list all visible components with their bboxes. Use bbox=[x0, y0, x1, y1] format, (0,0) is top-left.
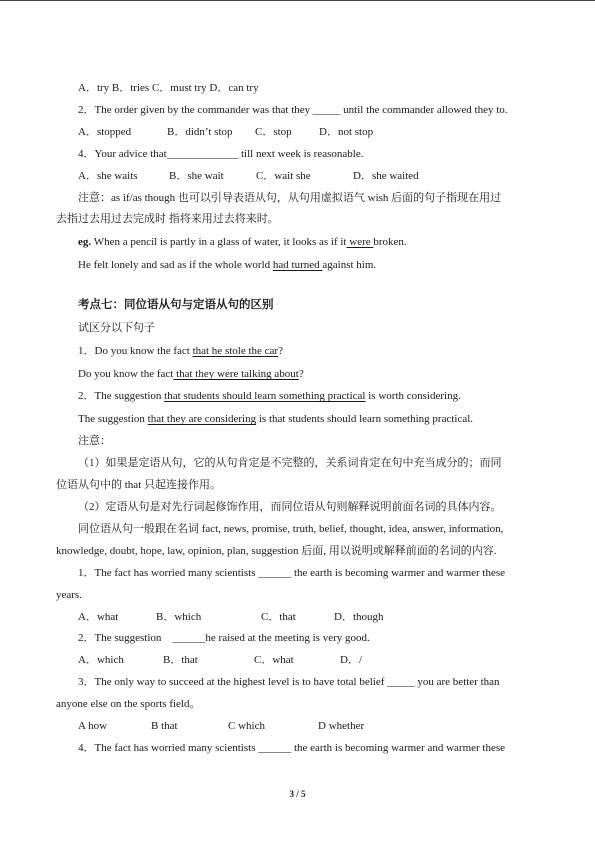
point-3-line-2: knowledge, doubt, hope, law, opinion, plan, suggestion 后面, 用以说明或解释前面的名词的内容. bbox=[56, 545, 497, 557]
q4-blank: _____________ bbox=[166, 148, 239, 160]
exercise-3-line-1: 3．The only way to succeed at the highest level is to have total belief _____ you are better than bbox=[78, 676, 500, 688]
e1-option-a: A．what bbox=[78, 611, 119, 623]
q2-option-a: A．stopped bbox=[78, 126, 132, 138]
q4-option-a: A．she waits bbox=[78, 170, 138, 182]
q2-option-b: B．didn’t stop bbox=[167, 126, 233, 138]
note-2: 注意： bbox=[78, 435, 111, 447]
example-2-text: He felt lonely and sad as if the whole world bbox=[78, 259, 273, 271]
s1a-text: 1．Do you know the fact bbox=[78, 345, 193, 357]
page-number: 3 / 5 bbox=[289, 789, 306, 799]
e2-text: 2．The suggestion bbox=[78, 632, 173, 644]
e3-option-b: B that bbox=[151, 720, 178, 732]
q2-blank: _____ bbox=[312, 104, 341, 116]
e3-option-a: A how bbox=[78, 720, 108, 732]
q2-text-end: until the commander allowed they to. bbox=[340, 104, 508, 116]
example-2-end: against him. bbox=[322, 259, 377, 271]
example-2 bbox=[78, 258, 376, 272]
q2-option-d: D．not stop bbox=[319, 126, 374, 138]
question-2 bbox=[78, 103, 508, 117]
e1-option-c: C．that bbox=[261, 611, 296, 623]
e1-option-d: D．though bbox=[334, 611, 384, 623]
s2b-end: is that students should learn something practical. bbox=[256, 413, 474, 425]
question-4 bbox=[78, 147, 363, 161]
example-1 bbox=[78, 235, 407, 249]
exercise-3-line-2: anyone else on the sports field。 bbox=[56, 698, 201, 710]
q2-text: 2．The order given by the commander was that they bbox=[78, 104, 313, 116]
e2-option-d: D．/ bbox=[340, 654, 362, 666]
e2-option-a: A．which bbox=[78, 654, 124, 666]
point-2: （2）定语从句是对先行词起修饰作用，而同位语从句则解释说明前面名词的具体内容。 bbox=[78, 501, 502, 513]
e2-option-b: B．that bbox=[163, 654, 198, 666]
sentence-1b bbox=[78, 367, 304, 381]
top-border bbox=[0, 0, 595, 1]
q4-option-d: D．she waited bbox=[353, 170, 419, 182]
s1a-end: ? bbox=[278, 345, 283, 357]
s1b-text: Do you know the fact bbox=[78, 368, 174, 380]
exercise-4: 4．The fact has worried many scientists ______ the earth is becoming warmer and warmer these bbox=[78, 742, 506, 754]
e3-option-c: C which bbox=[228, 720, 265, 732]
e2-option-c: C．what bbox=[254, 654, 294, 666]
example-2-underlined: had turned bbox=[272, 259, 323, 271]
exercise-2 bbox=[78, 631, 370, 645]
e2-blank: ______ bbox=[172, 632, 206, 644]
note-1-line-2: 去指过去用过去完成时 指将来用过去将来时。 bbox=[56, 213, 279, 225]
s1b-underlined: that they were talking about bbox=[173, 368, 299, 380]
section-heading: 考点七：同位语从句与定语从句的区别 bbox=[78, 299, 274, 311]
point-1-line-2: 位语从句中的 that 只起连接作用。 bbox=[56, 479, 221, 491]
example-1-text: When a pencil is partly in a glass of water, it looks as if it bbox=[91, 236, 347, 248]
s2a-underlined: that students should learn something practical bbox=[164, 390, 366, 402]
s1a-underlined: that he stole the car bbox=[192, 345, 279, 357]
example-label: eg. bbox=[78, 236, 92, 248]
exercise-1-line-2: years. bbox=[56, 589, 82, 601]
s1b-end: ? bbox=[298, 368, 304, 380]
example-1-end: broken. bbox=[373, 236, 407, 248]
e3-option-d: D whether bbox=[318, 720, 365, 732]
e2-text-end: he raised at the meeting is very good. bbox=[205, 632, 370, 644]
example-1-underlined: were bbox=[346, 236, 374, 248]
s2b-text: The suggestion bbox=[78, 413, 148, 425]
sentence-2a bbox=[78, 389, 461, 403]
sentence-1a bbox=[78, 344, 283, 358]
q4-text-end: till next week is reasonable. bbox=[238, 148, 364, 160]
s2a-text: 2．The suggestion bbox=[78, 390, 165, 402]
point-1-line-1: （1）如果是定语从句，它的从句肯定是不完整的，关系词肯定在句中充当成分的；而同 bbox=[78, 457, 502, 469]
exercise-1-line-1: 1．The fact has worried many scientists ______ the earth is becoming warmer and warmer these bbox=[78, 567, 506, 579]
q4-option-c: C．wait she bbox=[256, 170, 311, 182]
q4-option-b: B．she wait bbox=[169, 170, 224, 182]
q4-text: 4．Your advice that bbox=[78, 148, 167, 160]
q1-options: A．try B．tries C．must try D．can try bbox=[78, 82, 259, 94]
e1-option-b: B．which bbox=[156, 611, 202, 623]
s2b-underlined: that they are considering bbox=[147, 413, 257, 425]
instruction: 试区分以下句子 bbox=[78, 322, 155, 334]
note-1-line-1: 注意：as if/as though 也可以引导表语从句，从句用虚拟语气 wish 后面的句子指现在用过 bbox=[78, 192, 502, 204]
sentence-2b bbox=[78, 412, 473, 426]
q2-option-c: C．stop bbox=[255, 126, 292, 138]
point-3-line-1: 同位语从句一般跟在名词 fact, news, promise, truth, belief, thought, idea, answer, information, bbox=[78, 523, 504, 535]
s2a-end: is worth considering. bbox=[365, 390, 461, 402]
